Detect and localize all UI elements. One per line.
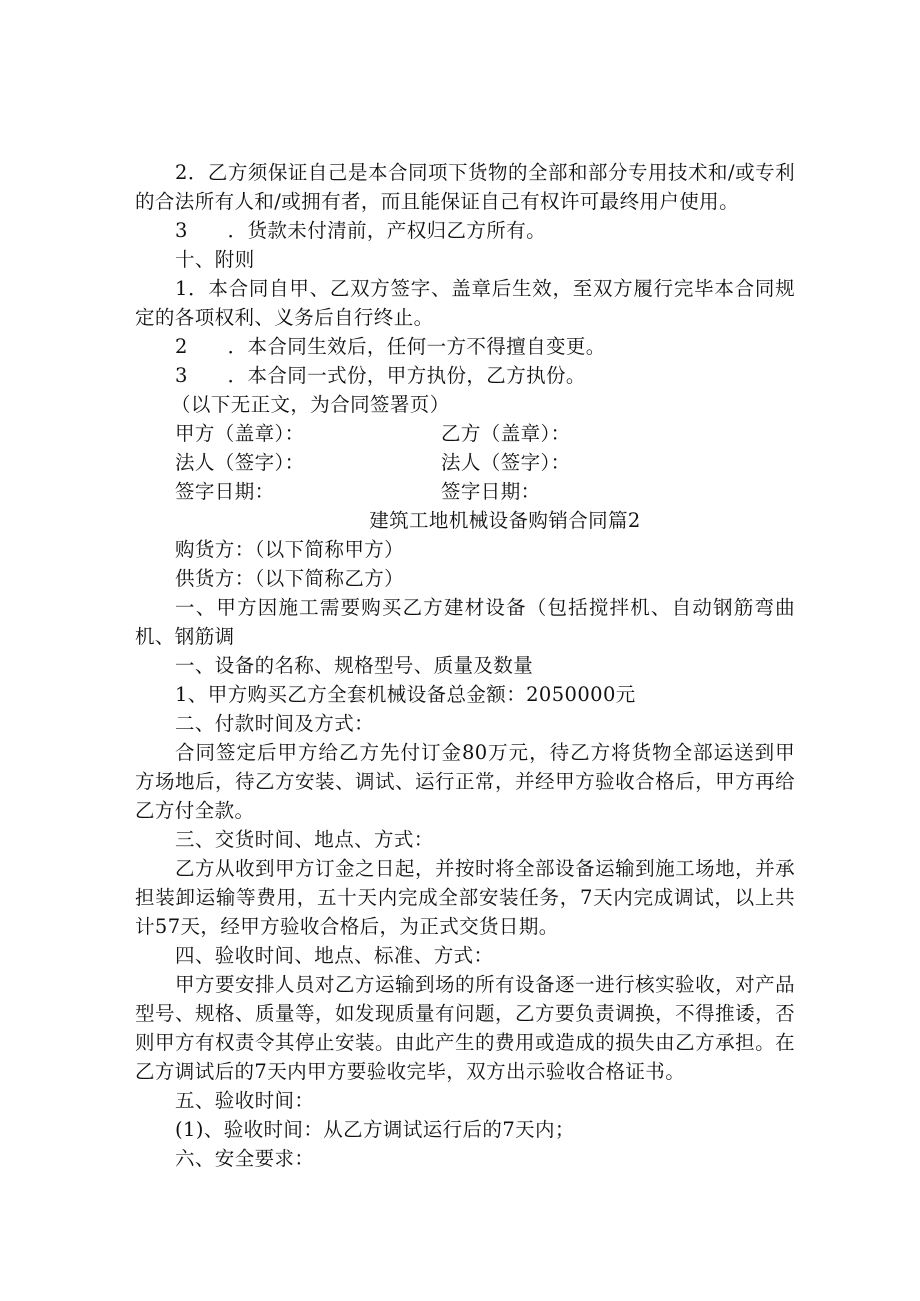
- section-heading-equipment: 一、设备的名称、规格型号、质量及数量: [175, 654, 534, 677]
- signature-row-date: [135, 477, 795, 506]
- signature-row-legal: [135, 448, 795, 477]
- section-heading-acceptance-time: 五、验收时间：: [175, 1089, 315, 1112]
- clause-no-change: 2 ．本合同生效后，任何一方不得擅自变更。: [175, 335, 606, 358]
- party-b-date-label: 签字日期：: [441, 480, 541, 503]
- signature-row-seal: [135, 419, 795, 448]
- inspection-clause: 甲方要安排人员对乙方运输到场的所有设备逐一进行核实验收，对产品型号、规格、质量等，如发现质量有问题，乙方要负责调换，不得推诿，否则甲方有权责令其停止安装。由此产生的费用或造成的损失由乙方承担。在乙方调试后的7天内甲方要验收完毕，双方出示验收合格证书。: [135, 973, 795, 1083]
- section-heading-delivery: 三、交货时间、地点、方式：: [175, 828, 434, 851]
- purpose-clause: 一、甲方因施工需要购买乙方建材设备（包括搅拌机、自动钢筋弯曲机、钢筋调: [135, 596, 795, 648]
- buyer-line: 购货方：（以下简称甲方）: [175, 538, 405, 561]
- signature-page-note: （以下无正文，为合同签署页）: [171, 393, 450, 416]
- party-a-legal-label: 法人（签字）：: [175, 451, 305, 474]
- delivery-clause: 乙方从收到甲方订金之日起，并按时将全部设备运输到施工场地，并承担装卸运输等费用，五十天内完成全部安装任务，7天内完成调试，以上共计57天，经甲方验收合格后，为正式交货日期。: [135, 857, 795, 938]
- clause-title-retention: 3 ．货款未付清前，产权归乙方所有。: [175, 219, 547, 242]
- document-page: [135, 158, 795, 1173]
- party-b-seal-label: 乙方（盖章）：: [441, 422, 571, 445]
- total-amount-line: 1、甲方购买乙方全套机械设备总金额：2050000元: [175, 683, 636, 706]
- clause-ip-ownership: 2．乙方须保证自己是本合同项下货物的全部和部分专用技术和/或专利的合法所有人和/或拥有者，而且能保证自己有权许可最终用户使用。: [135, 161, 795, 213]
- seller-line: 供货方：（以下简称乙方）: [175, 567, 405, 590]
- contract-title: 建筑工地机械设备购销合同篇2: [369, 509, 641, 532]
- party-b-legal-label: 法人（签字）：: [441, 451, 571, 474]
- section-heading-appendix: 十、附则: [175, 248, 255, 271]
- acceptance-time-item: (1)、验收时间：从乙方调试运行后的7天内；: [175, 1118, 575, 1141]
- clause-effective: 1．本合同自甲、乙双方签字、盖章后生效，至双方履行完毕本合同规定的各项权利、义务后自行终止。: [135, 277, 795, 329]
- party-a-date-label: 签字日期：: [175, 480, 275, 503]
- section-heading-safety: 六、安全要求：: [175, 1147, 315, 1170]
- section-heading-payment: 二、付款时间及方式：: [175, 712, 375, 735]
- payment-clause: 合同签定后甲方给乙方先付订金80万元，待乙方将货物全部运送到甲方场地后，待乙方安装、调试、运行正常，并经甲方验收合格后，甲方再给乙方付全款。: [135, 741, 795, 822]
- section-heading-inspection: 四、验收时间、地点、标准、方式：: [175, 944, 494, 967]
- clause-copies: 3 ．本合同一式份，甲方执份，乙方执份。: [175, 364, 586, 387]
- party-a-seal-label: 甲方（盖章）：: [175, 422, 305, 445]
